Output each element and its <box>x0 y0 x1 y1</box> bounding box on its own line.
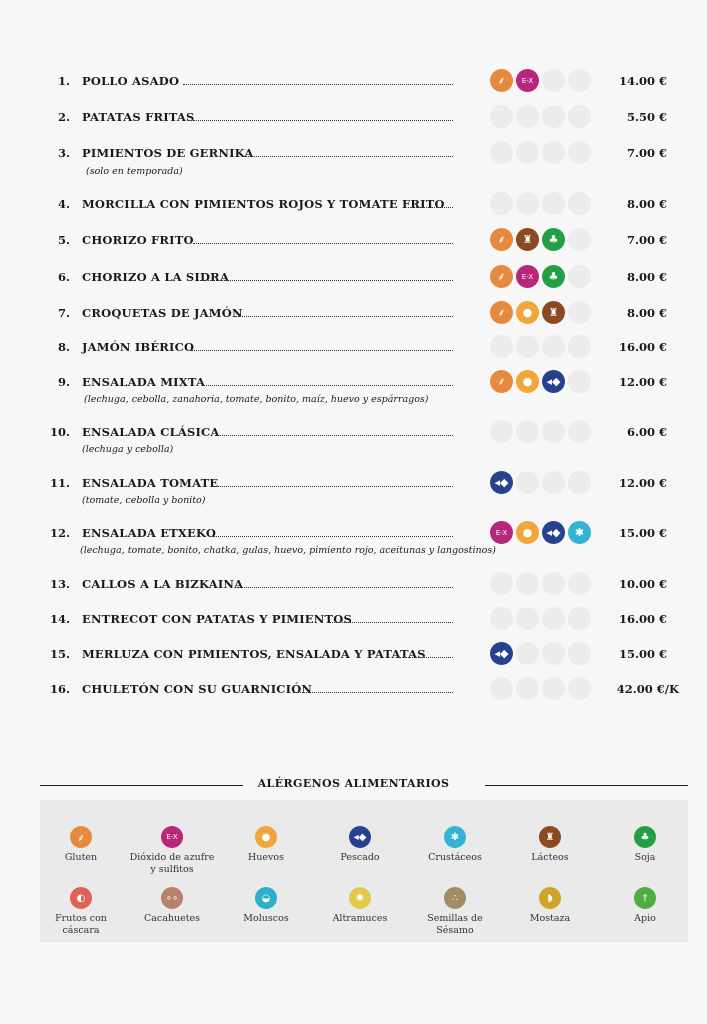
item-price: 12.00 € <box>618 375 667 389</box>
dot-leader <box>213 526 453 537</box>
allergen-icons <box>490 607 600 631</box>
legend-label: Apio <box>634 913 656 924</box>
allergen-icons <box>490 192 600 216</box>
huevos-icon: ● <box>516 521 539 544</box>
gluten-icon: ⸙ <box>490 265 513 288</box>
item-price: 8.00 € <box>626 306 667 320</box>
legend-item-mostaza <box>505 887 595 925</box>
dot-leader <box>237 577 453 588</box>
allergen-icons <box>490 521 600 545</box>
empty-allergen-slot <box>490 141 513 164</box>
item-description: (lechuga, tomate, bonito, chatka, gulas, huevo, pimiento rojo, aceitunas y langostinos) <box>80 545 496 556</box>
empty-allergen-slot <box>542 677 565 700</box>
gluten-icon: ⸙ <box>490 370 513 393</box>
allergen-icons <box>490 265 600 289</box>
sulfitos-icon: E-X <box>490 521 513 544</box>
item-price: 15.00 € <box>618 526 667 540</box>
empty-allergen-slot <box>568 642 591 665</box>
item-description: (tomate, cebolla y bonito) <box>82 495 206 506</box>
crustaceos-icon: ✱ <box>444 826 466 848</box>
legend-item-lacteos <box>505 826 595 864</box>
item-name: ENSALADA MIXTA <box>82 375 206 389</box>
legend-label: Semillas de Sésamo <box>427 913 483 936</box>
moluscos-icon: ◒ <box>255 887 277 909</box>
allergen-legend <box>40 800 688 942</box>
item-price: 5.50 € <box>626 110 667 124</box>
lacteos-icon: ♜ <box>542 301 565 324</box>
item-number: 2. <box>57 110 70 124</box>
empty-allergen-slot <box>568 420 591 443</box>
legend-item-altramuces <box>315 887 405 925</box>
empty-allergen-slot <box>568 265 591 288</box>
legend-label: Soja <box>634 852 656 863</box>
sulfitos-icon: E-X <box>516 265 539 288</box>
item-price: 14.00 € <box>618 74 667 88</box>
empty-allergen-slot <box>568 69 591 92</box>
legend-label: Lácteos <box>531 852 569 863</box>
item-name: CHULETÓN CON SU GUARNICIÓN <box>82 682 313 696</box>
empty-allergen-slot <box>542 607 565 630</box>
dot-leader <box>215 425 453 436</box>
item-price: 16.00 € <box>618 612 667 626</box>
empty-allergen-slot <box>516 471 539 494</box>
item-number: 16. <box>49 682 70 696</box>
empty-allergen-slot <box>516 572 539 595</box>
item-price: 6.00 € <box>626 425 667 439</box>
empty-allergen-slot <box>490 335 513 358</box>
empty-allergen-slot <box>542 192 565 215</box>
item-name: ENSALADA TOMATE <box>82 476 219 490</box>
item-price: 16.00 € <box>618 340 667 354</box>
item-number: 12. <box>49 526 70 540</box>
gluten-icon: ⸙ <box>70 826 92 848</box>
legend-item-soja <box>600 826 690 864</box>
pescado-icon: ◂◆ <box>542 521 565 544</box>
item-number: 6. <box>57 270 70 284</box>
empty-allergen-slot <box>516 607 539 630</box>
empty-allergen-slot <box>542 642 565 665</box>
legend-label: Altramuces <box>332 913 388 924</box>
legend-item-pescado <box>315 826 405 864</box>
empty-allergen-slot <box>568 607 591 630</box>
legend-label: Huevos <box>248 852 284 863</box>
legend-item-frutos <box>36 887 126 937</box>
legend-item-sesamo <box>410 887 500 937</box>
empty-allergen-slot <box>516 642 539 665</box>
item-name: MERLUZA CON PIMIENTOS, ENSALADA Y PATATAS <box>82 647 426 661</box>
item-name: PATATAS FRITAS <box>82 110 195 124</box>
allergen-icons <box>490 141 600 165</box>
item-name: JAMÓN IBÉRICO <box>82 340 195 354</box>
empty-allergen-slot <box>490 420 513 443</box>
legend-label: Dióxido de azufre y sulfitos <box>129 852 215 875</box>
pescado-icon: ◂◆ <box>490 642 513 665</box>
legend-label: Frutos con cáscara <box>55 913 107 936</box>
allergen-icons <box>490 677 600 701</box>
empty-allergen-slot <box>568 301 591 324</box>
item-number: 1. <box>57 74 70 88</box>
allergen-icons <box>490 370 600 394</box>
empty-allergen-slot <box>542 335 565 358</box>
allergen-icons <box>490 228 600 252</box>
legend-item-sulfitos <box>127 826 217 876</box>
dot-leader <box>203 375 453 386</box>
item-name: ENSALADA ETXEKO <box>82 526 217 540</box>
huevos-icon: ● <box>255 826 277 848</box>
empty-allergen-slot <box>516 141 539 164</box>
legend-item-gluten <box>36 826 126 864</box>
item-price: 10.00 € <box>618 577 667 591</box>
item-name: CHORIZO A LA SIDRA <box>82 270 230 284</box>
dot-leader <box>330 612 453 623</box>
item-price: 15.00 € <box>618 647 667 661</box>
empty-allergen-slot <box>568 105 591 128</box>
sesamo-icon: ∴ <box>444 887 466 909</box>
legend-item-moluscos <box>221 887 311 925</box>
empty-allergen-slot <box>542 69 565 92</box>
allergen-icons <box>490 471 600 495</box>
empty-allergen-slot <box>516 420 539 443</box>
empty-allergen-slot <box>490 572 513 595</box>
empty-allergen-slot <box>516 192 539 215</box>
empty-allergen-slot <box>568 370 591 393</box>
legend-item-crustaceos <box>410 826 500 864</box>
empty-allergen-slot <box>542 141 565 164</box>
item-price: 7.00 € <box>626 146 667 160</box>
lacteos-icon: ♜ <box>539 826 561 848</box>
item-number: 3. <box>57 146 70 160</box>
item-name: ENSALADA CLÁSICA <box>82 425 220 439</box>
legend-label: Mostaza <box>529 913 571 924</box>
allergen-icons <box>490 335 600 359</box>
apio-icon: † <box>634 887 656 909</box>
empty-allergen-slot <box>542 572 565 595</box>
dot-leader <box>293 682 453 693</box>
gluten-icon: ⸙ <box>490 301 513 324</box>
soja-icon: ♣ <box>542 265 565 288</box>
dot-leader <box>197 270 453 281</box>
allergen-icons <box>490 105 600 129</box>
soja-icon: ♣ <box>542 228 565 251</box>
empty-allergen-slot <box>516 677 539 700</box>
legend-label: Moluscos <box>243 913 289 924</box>
legend-item-huevos <box>221 826 311 864</box>
item-name: CHORIZO FRITO <box>82 233 194 247</box>
divider-right <box>485 785 688 786</box>
dot-leader <box>193 233 453 244</box>
item-name: CROQUETAS DE JAMÓN <box>82 306 243 320</box>
dot-leader <box>235 306 453 317</box>
empty-allergen-slot <box>490 192 513 215</box>
empty-allergen-slot <box>490 677 513 700</box>
empty-allergen-slot <box>542 420 565 443</box>
item-name: PIMIENTOS DE GERNIKA <box>82 146 254 160</box>
allergen-icons <box>490 572 600 596</box>
item-price: 42.00 €/K <box>616 682 679 696</box>
item-number: 13. <box>49 577 70 591</box>
empty-allergen-slot <box>490 105 513 128</box>
allergen-icons <box>490 642 600 666</box>
item-name: POLLO ASADO <box>82 74 180 88</box>
altramuces-icon: ✺ <box>349 887 371 909</box>
allergen-icons <box>490 420 600 444</box>
gluten-icon: ⸙ <box>490 69 513 92</box>
crustaceos-icon: ✱ <box>568 521 591 544</box>
mostaza-icon: ◗ <box>539 887 561 909</box>
empty-allergen-slot <box>516 335 539 358</box>
item-price: 8.00 € <box>626 270 667 284</box>
item-price: 7.00 € <box>626 233 667 247</box>
frutos-icon: ◐ <box>70 887 92 909</box>
empty-allergen-slot <box>568 228 591 251</box>
gluten-icon: ⸙ <box>490 228 513 251</box>
allergen-icons <box>490 301 600 325</box>
empty-allergen-slot <box>490 607 513 630</box>
huevos-icon: ● <box>516 301 539 324</box>
legend-item-apio <box>600 887 690 925</box>
item-description: (lechuga y cebolla) <box>82 444 174 455</box>
pescado-icon: ◂◆ <box>349 826 371 848</box>
item-number: 5. <box>57 233 70 247</box>
soja-icon: ♣ <box>634 826 656 848</box>
item-number: 10. <box>49 425 70 439</box>
item-number: 8. <box>57 340 70 354</box>
item-number: 14. <box>49 612 70 626</box>
allergen-legend-title: ALÉRGENOS ALIMENTARIOS <box>257 777 450 790</box>
item-number: 9. <box>57 375 70 389</box>
legend-label: Cacahuetes <box>143 913 201 924</box>
allergen-icons <box>490 69 600 93</box>
item-number: 15. <box>49 647 70 661</box>
sulfitos-icon: E-X <box>161 826 183 848</box>
item-name: ENTRECOT CON PATATAS Y PIMIENTOS <box>82 612 352 626</box>
item-number: 11. <box>49 476 70 490</box>
dot-leader <box>193 110 453 121</box>
huevos-icon: ● <box>516 370 539 393</box>
dot-leader <box>243 146 453 157</box>
empty-allergen-slot <box>568 335 591 358</box>
dot-leader <box>408 197 453 208</box>
item-name: MORCILLA CON PIMIENTOS ROJOS Y TOMATE FRITO <box>82 197 445 211</box>
empty-allergen-slot <box>542 471 565 494</box>
empty-allergen-slot <box>568 141 591 164</box>
legend-item-cacahuetes <box>127 887 217 925</box>
item-number: 4. <box>57 197 70 211</box>
item-description: (solo en temporada) <box>86 166 183 177</box>
dot-leader <box>183 74 453 85</box>
legend-label: Pescado <box>340 852 380 863</box>
item-number: 7. <box>57 306 70 320</box>
empty-allergen-slot <box>542 105 565 128</box>
empty-allergen-slot <box>568 192 591 215</box>
dot-leader <box>191 340 453 351</box>
item-price: 8.00 € <box>626 197 667 211</box>
item-name: CALLOS A LA BIZKAINA <box>82 577 244 591</box>
item-description: (lechuga, cebolla, zanahoria, tomate, bonito, maíz, huevo y espárragos) <box>84 394 429 405</box>
pescado-icon: ◂◆ <box>490 471 513 494</box>
cacahuetes-icon: ∘∘ <box>161 887 183 909</box>
legend-label: Gluten <box>64 852 98 863</box>
empty-allergen-slot <box>568 677 591 700</box>
dot-leader <box>213 476 453 487</box>
dot-leader <box>396 647 453 658</box>
empty-allergen-slot <box>568 572 591 595</box>
pescado-icon: ◂◆ <box>542 370 565 393</box>
item-price: 12.00 € <box>618 476 667 490</box>
empty-allergen-slot <box>568 471 591 494</box>
empty-allergen-slot <box>516 105 539 128</box>
sulfitos-icon: E-X <box>516 69 539 92</box>
legend-label: Crustáceos <box>428 852 482 863</box>
lacteos-icon: ♜ <box>516 228 539 251</box>
